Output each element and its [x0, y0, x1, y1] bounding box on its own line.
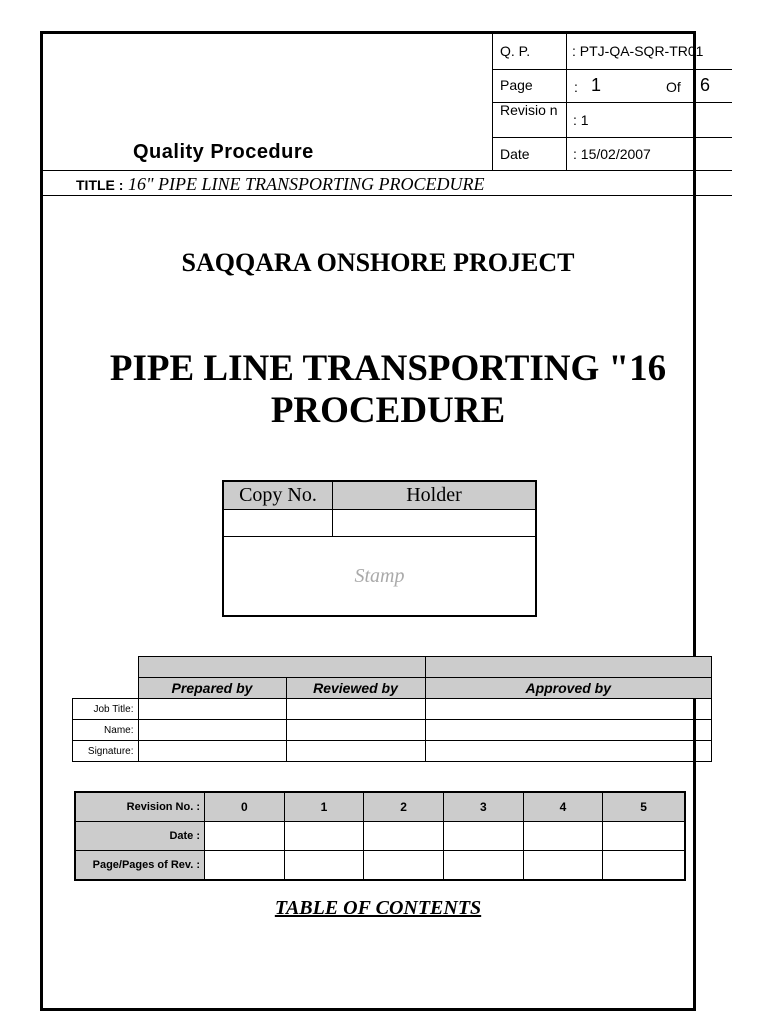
revision-value: : 1 — [573, 112, 589, 128]
signature-table — [72, 656, 712, 762]
approved-by-header: Approved by — [425, 678, 712, 699]
revision-col-5: 5 — [603, 792, 685, 822]
revision-date-3 — [443, 822, 523, 851]
sig-blank-corner — [73, 657, 139, 678]
job-title-prepared — [138, 699, 286, 720]
page-number: 1 — [591, 75, 602, 95]
date-value: : 15/02/2007 — [573, 146, 651, 162]
main-title-line-1: PIPE LINE TRANSPORTING "16 — [109, 348, 667, 389]
signature-label: Signature: — [73, 741, 139, 762]
revision-pages-5 — [603, 851, 685, 881]
revision-col-4: 4 — [523, 792, 603, 822]
name-label: Name: — [73, 720, 139, 741]
name-prepared — [138, 720, 286, 741]
document-type: Quality Procedure — [133, 141, 314, 163]
job-title-approved — [425, 699, 712, 720]
header-rule-3 — [492, 137, 732, 138]
title-value: 16" PIPE LINE TRANSPORTING PROCEDURE — [127, 174, 485, 194]
header-rule-4 — [40, 170, 732, 171]
revision-date-5 — [603, 822, 685, 851]
header-rule-1 — [492, 69, 732, 70]
document-title — [76, 174, 484, 195]
revision-date-label: Date : — [75, 822, 205, 851]
sig-blank-corner-2 — [73, 678, 139, 699]
sig-group-header-right — [425, 657, 712, 678]
title-rule — [40, 195, 732, 196]
revision-label: Revisio n — [500, 102, 558, 118]
revision-col-1: 1 — [284, 792, 364, 822]
copy-no-header: Copy No. — [223, 481, 333, 510]
name-reviewed — [286, 720, 425, 741]
revision-col-2: 2 — [364, 792, 444, 822]
title-label: TITLE : — [76, 177, 124, 193]
of-label: Of — [666, 79, 681, 95]
name-approved — [425, 720, 712, 741]
page-colon: : — [574, 79, 578, 95]
copy-no-cell — [223, 510, 333, 537]
revision-date-0 — [205, 822, 285, 851]
stamp-area: Stamp — [223, 537, 536, 617]
holder-header: Holder — [333, 481, 537, 510]
revision-date-4 — [523, 822, 603, 851]
holder-cell — [333, 510, 537, 537]
qp-label: Q. P. — [500, 43, 531, 59]
revision-pages-3 — [443, 851, 523, 881]
main-title — [70, 348, 706, 432]
revision-col-3: 3 — [443, 792, 523, 822]
revision-pages-0 — [205, 851, 285, 881]
revision-pages-2 — [364, 851, 444, 881]
revision-date-1 — [284, 822, 364, 851]
prepared-by-header: Prepared by — [138, 678, 286, 699]
project-name: SAQQARA ONSHORE PROJECT — [181, 248, 575, 277]
qp-value: : PTJ-QA-SQR-TR01 — [572, 43, 704, 59]
table-of-contents-heading: TABLE OF CONTENTS — [274, 897, 482, 919]
signature-prepared — [138, 741, 286, 762]
reviewed-by-header: Reviewed by — [286, 678, 425, 699]
revision-pages-label: Page/Pages of Rev. : — [75, 851, 205, 881]
revision-date-2 — [364, 822, 444, 851]
main-title-line-2: PROCEDURE — [270, 390, 506, 431]
signature-approved — [425, 741, 712, 762]
job-title-label: Job Title: — [73, 699, 139, 720]
page-total: 6 — [700, 75, 711, 95]
signature-reviewed — [286, 741, 425, 762]
revision-pages-1 — [284, 851, 364, 881]
revision-pages-4 — [523, 851, 603, 881]
date-label: Date — [500, 146, 530, 162]
copy-holder-table — [222, 480, 537, 617]
job-title-reviewed — [286, 699, 425, 720]
revision-col-0: 0 — [205, 792, 285, 822]
page-label: Page — [500, 77, 533, 93]
revision-table — [74, 791, 686, 881]
sig-group-header-left — [138, 657, 425, 678]
revision-no-label: Revision No. : — [75, 792, 205, 822]
